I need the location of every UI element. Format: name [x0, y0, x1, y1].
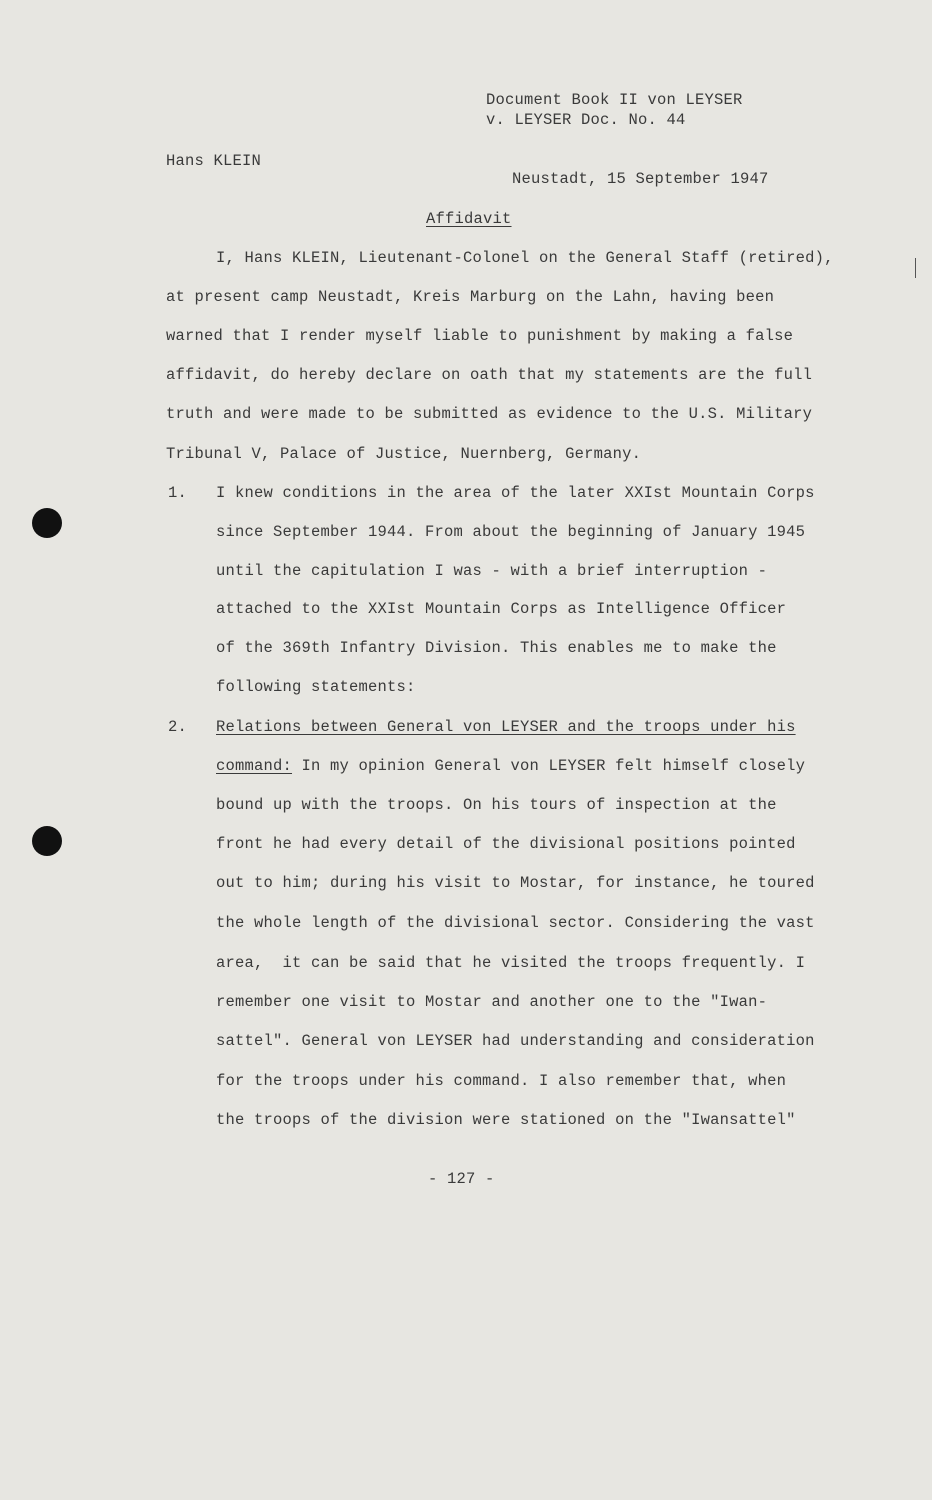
- punch-hole-icon: [32, 826, 62, 856]
- section-2-line: the troops of the division were stationed on the "Iwansattel": [216, 1111, 796, 1129]
- section-2-number: 2.: [168, 718, 188, 736]
- intro-line: affidavit, do hereby declare on oath that my statements are the full: [166, 366, 813, 384]
- margin-mark: [915, 258, 916, 278]
- section-2-heading-end: command:: [216, 757, 293, 775]
- section-2-line: for the troops under his command. I also remember that, when: [216, 1072, 787, 1090]
- intro-line: Tribunal V, Palace of Justice, Nuernberg, Germany.: [166, 445, 642, 463]
- place-and-date: Neustadt, 15 September 1947: [512, 170, 769, 188]
- section-2-line: bound up with the troops. On his tours of inspection at the: [216, 796, 777, 814]
- intro-line: at present camp Neustadt, Kreis Marburg on the Lahn, having been: [166, 288, 775, 306]
- section-2-line: out to him; during his visit to Mostar, for instance, he toured: [216, 874, 815, 892]
- section-2-line: the whole length of the divisional sector. Considering the vast: [216, 914, 815, 932]
- section-2-heading: Relations between General von LEYSER and the troops under his: [216, 718, 796, 736]
- section-1-line: following statements:: [216, 678, 416, 696]
- section-2-line: sattel". General von LEYSER had understanding and consideration: [216, 1032, 815, 1050]
- section-1-line: until the capitulation I was - with a brief interruption -: [216, 562, 768, 580]
- affiant-name: Hans KLEIN: [166, 152, 262, 170]
- punch-hole-icon: [32, 508, 62, 538]
- intro-line: truth and were made to be submitted as evidence to the U.S. Military: [166, 405, 813, 423]
- document-book-reference: Document Book II von LEYSER: [486, 91, 743, 109]
- section-1-line: of the 369th Infantry Division. This enables me to make the: [216, 639, 777, 657]
- intro-line: I, Hans KLEIN, Lieutenant-Colonel on the General Staff (retired),: [216, 249, 834, 267]
- section-2-line-text: In my opinion General von LEYSER felt himself closely: [292, 757, 806, 775]
- section-2-line: front he had every detail of the divisional positions pointed: [216, 835, 796, 853]
- section-1-line: attached to the XXIst Mountain Corps as Intelligence Officer: [216, 600, 787, 618]
- document-number: v. LEYSER Doc. No. 44: [486, 111, 686, 129]
- section-1-number: 1.: [168, 484, 188, 502]
- document-title: Affidavit: [426, 210, 512, 228]
- intro-line: warned that I render myself liable to punishment by making a false: [166, 327, 794, 345]
- page-number: - 127 -: [428, 1170, 495, 1188]
- section-1-line: I knew conditions in the area of the later XXIst Mountain Corps: [216, 484, 815, 502]
- section-2-line: [216, 756, 805, 776]
- section-2-line: area, it can be said that he visited the troops frequently. I: [216, 954, 806, 972]
- section-1-line: since September 1944. From about the beginning of January 1945: [216, 523, 806, 541]
- section-2-line: remember one visit to Mostar and another one to the "Iwan-: [216, 993, 768, 1011]
